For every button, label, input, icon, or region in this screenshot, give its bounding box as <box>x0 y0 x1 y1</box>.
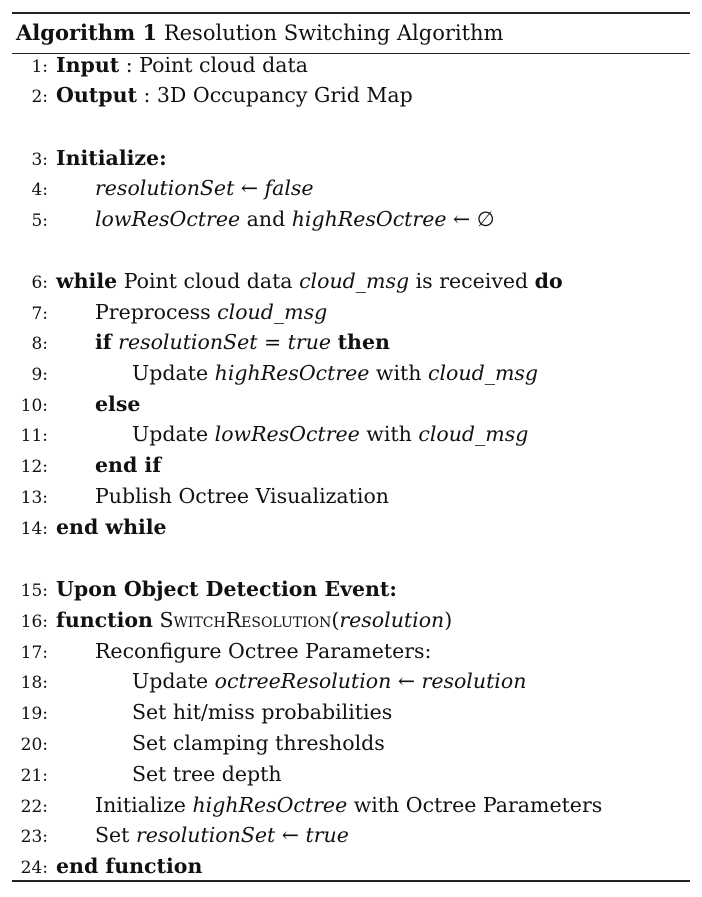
keyword: if <box>95 330 112 354</box>
line-segment: ( <box>331 608 340 632</box>
line-segment: ← ∅ <box>446 207 495 231</box>
line-segment: Preprocess <box>95 300 218 324</box>
algorithm-line <box>12 173 314 203</box>
line-text <box>132 358 538 388</box>
math-variable: highResOctree <box>192 793 348 817</box>
line-segment: Set hit/miss probabilities <box>132 700 393 724</box>
math-variable: cloud_msg <box>217 300 328 324</box>
line-number: 17: <box>20 643 48 663</box>
line-number: 22: <box>20 797 48 817</box>
line-text <box>95 173 314 203</box>
line-segment: with Octree Parameters <box>347 793 603 817</box>
line-segment: Point cloud data <box>117 269 300 293</box>
line-text <box>56 851 202 881</box>
algorithm-line <box>12 266 563 296</box>
math-variable: resolutionSet <box>135 823 276 847</box>
line-segment: Update <box>132 669 215 693</box>
math-variable: lowResOctree <box>95 207 241 231</box>
line-number: 15: <box>20 581 48 601</box>
line-text <box>132 759 282 789</box>
keyword: end while <box>56 515 167 539</box>
line-segment: ← <box>275 823 306 847</box>
line-text <box>95 204 495 234</box>
algorithm-line <box>12 204 495 234</box>
line-segment: Set clamping thresholds <box>132 731 385 755</box>
algorithm-line <box>12 481 389 511</box>
line-text <box>56 50 308 80</box>
keyword: end if <box>95 453 162 477</box>
math-variable: resolution <box>421 669 527 693</box>
algorithm-line <box>12 358 539 388</box>
algorithm-line <box>12 728 385 758</box>
math-variable: cloud_msg <box>299 269 410 293</box>
line-segment: Publish Octree Visualization <box>95 484 389 508</box>
algorithm-line <box>12 450 162 480</box>
keyword: do <box>534 269 563 293</box>
line-number: 11: <box>20 426 48 446</box>
math-variable: resolution <box>339 608 445 632</box>
algorithm-line <box>12 297 328 327</box>
line-text <box>132 697 392 727</box>
line-segment: and <box>240 207 292 231</box>
line-segment: ← <box>391 669 422 693</box>
line-text <box>95 450 161 480</box>
line-segment: ) <box>444 608 453 632</box>
line-number: 20: <box>20 735 48 755</box>
math-variable: false <box>264 176 314 200</box>
line-number: 16: <box>20 612 48 632</box>
algorithm-line <box>12 759 282 789</box>
line-number: 7: <box>31 304 48 324</box>
math-variable: resolutionSet <box>118 330 258 354</box>
line-segment: is received <box>409 269 535 293</box>
line-segment: Set tree depth <box>132 762 282 786</box>
keyword: function <box>56 608 153 632</box>
line-segment: Update <box>132 361 215 385</box>
line-segment: = <box>257 330 288 354</box>
algorithm-line <box>12 851 203 881</box>
line-number: 9: <box>31 365 48 385</box>
line-segment: : 3D Occupancy Grid Map <box>136 83 413 107</box>
math-variable: highResOctree <box>214 361 370 385</box>
algorithm-line <box>12 80 413 110</box>
line-text <box>95 636 431 666</box>
function-name: SwitchResolution <box>159 608 332 632</box>
line-text <box>95 297 327 327</box>
algorithm-line <box>12 327 390 357</box>
line-text <box>95 820 349 850</box>
line-text <box>56 80 413 110</box>
line-segment: Update <box>132 422 215 446</box>
algorithm-line <box>12 605 453 635</box>
keyword: while <box>56 269 118 293</box>
line-segment: : Point cloud data <box>119 53 308 77</box>
keyword: else <box>95 392 141 416</box>
keyword: end function <box>56 854 203 878</box>
line-number: 4: <box>31 180 48 200</box>
algorithm-caption <box>12 14 690 46</box>
math-variable: cloud_msg <box>418 422 529 446</box>
line-number: 3: <box>31 150 48 170</box>
line-text <box>56 143 167 173</box>
line-number: 18: <box>20 673 48 693</box>
line-number: 5: <box>31 211 48 231</box>
algorithm-line <box>12 820 349 850</box>
algorithm-title: Resolution Switching Algorithm <box>163 21 504 45</box>
line-segment: ← <box>234 176 265 200</box>
line-text <box>56 574 397 604</box>
keyword: Initialize: <box>56 146 167 170</box>
line-text <box>132 666 526 696</box>
algorithm-line <box>12 636 432 666</box>
line-text <box>95 327 390 357</box>
algorithm-line <box>12 666 527 696</box>
line-text <box>132 728 385 758</box>
keyword: Output <box>56 83 137 107</box>
line-text <box>95 389 140 419</box>
algorithm-line <box>12 697 393 727</box>
algorithm-line <box>12 419 529 449</box>
line-text <box>56 605 452 635</box>
line-number: 10: <box>20 396 48 416</box>
line-number: 8: <box>31 334 48 354</box>
keyword: then <box>337 330 390 354</box>
algorithm-line <box>12 389 141 419</box>
line-number: 23: <box>20 827 48 847</box>
bottom-rule <box>12 880 690 882</box>
algorithm-label: Algorithm 1 <box>16 20 158 45</box>
algorithm-line <box>12 790 603 820</box>
math-variable: resolutionSet <box>95 176 235 200</box>
line-segment: with <box>359 422 419 446</box>
line-number: 2: <box>31 87 48 107</box>
line-number: 14: <box>20 519 48 539</box>
line-text <box>56 512 167 542</box>
line-text <box>95 481 389 511</box>
algorithm-box <box>12 12 690 54</box>
line-number: 19: <box>20 704 48 724</box>
algorithm-line <box>12 574 397 604</box>
line-number: 13: <box>20 488 48 508</box>
line-number: 12: <box>20 457 48 477</box>
line-segment: Initialize <box>95 793 193 817</box>
math-variable: highResOctree <box>291 207 447 231</box>
line-number: 6: <box>31 273 48 293</box>
keyword: Upon Object Detection Event: <box>56 577 397 601</box>
line-segment: with <box>369 361 428 385</box>
algorithm-line <box>12 512 167 542</box>
math-variable: octreeResolution <box>214 669 392 693</box>
line-segment: Reconfigure Octree Parameters: <box>95 639 432 663</box>
algorithm-line <box>12 50 308 80</box>
math-variable: true <box>287 330 332 354</box>
line-number: 21: <box>20 766 48 786</box>
line-text <box>132 419 528 449</box>
math-variable: lowResOctree <box>214 422 360 446</box>
algorithm-line <box>12 143 167 173</box>
math-variable: cloud_msg <box>427 361 539 385</box>
line-number: 1: <box>31 57 48 77</box>
keyword: Input <box>56 53 120 77</box>
math-variable: true <box>305 823 349 847</box>
line-text <box>95 790 602 820</box>
line-text <box>56 266 563 296</box>
line-number: 24: <box>20 858 48 878</box>
line-segment: Set <box>95 823 136 847</box>
